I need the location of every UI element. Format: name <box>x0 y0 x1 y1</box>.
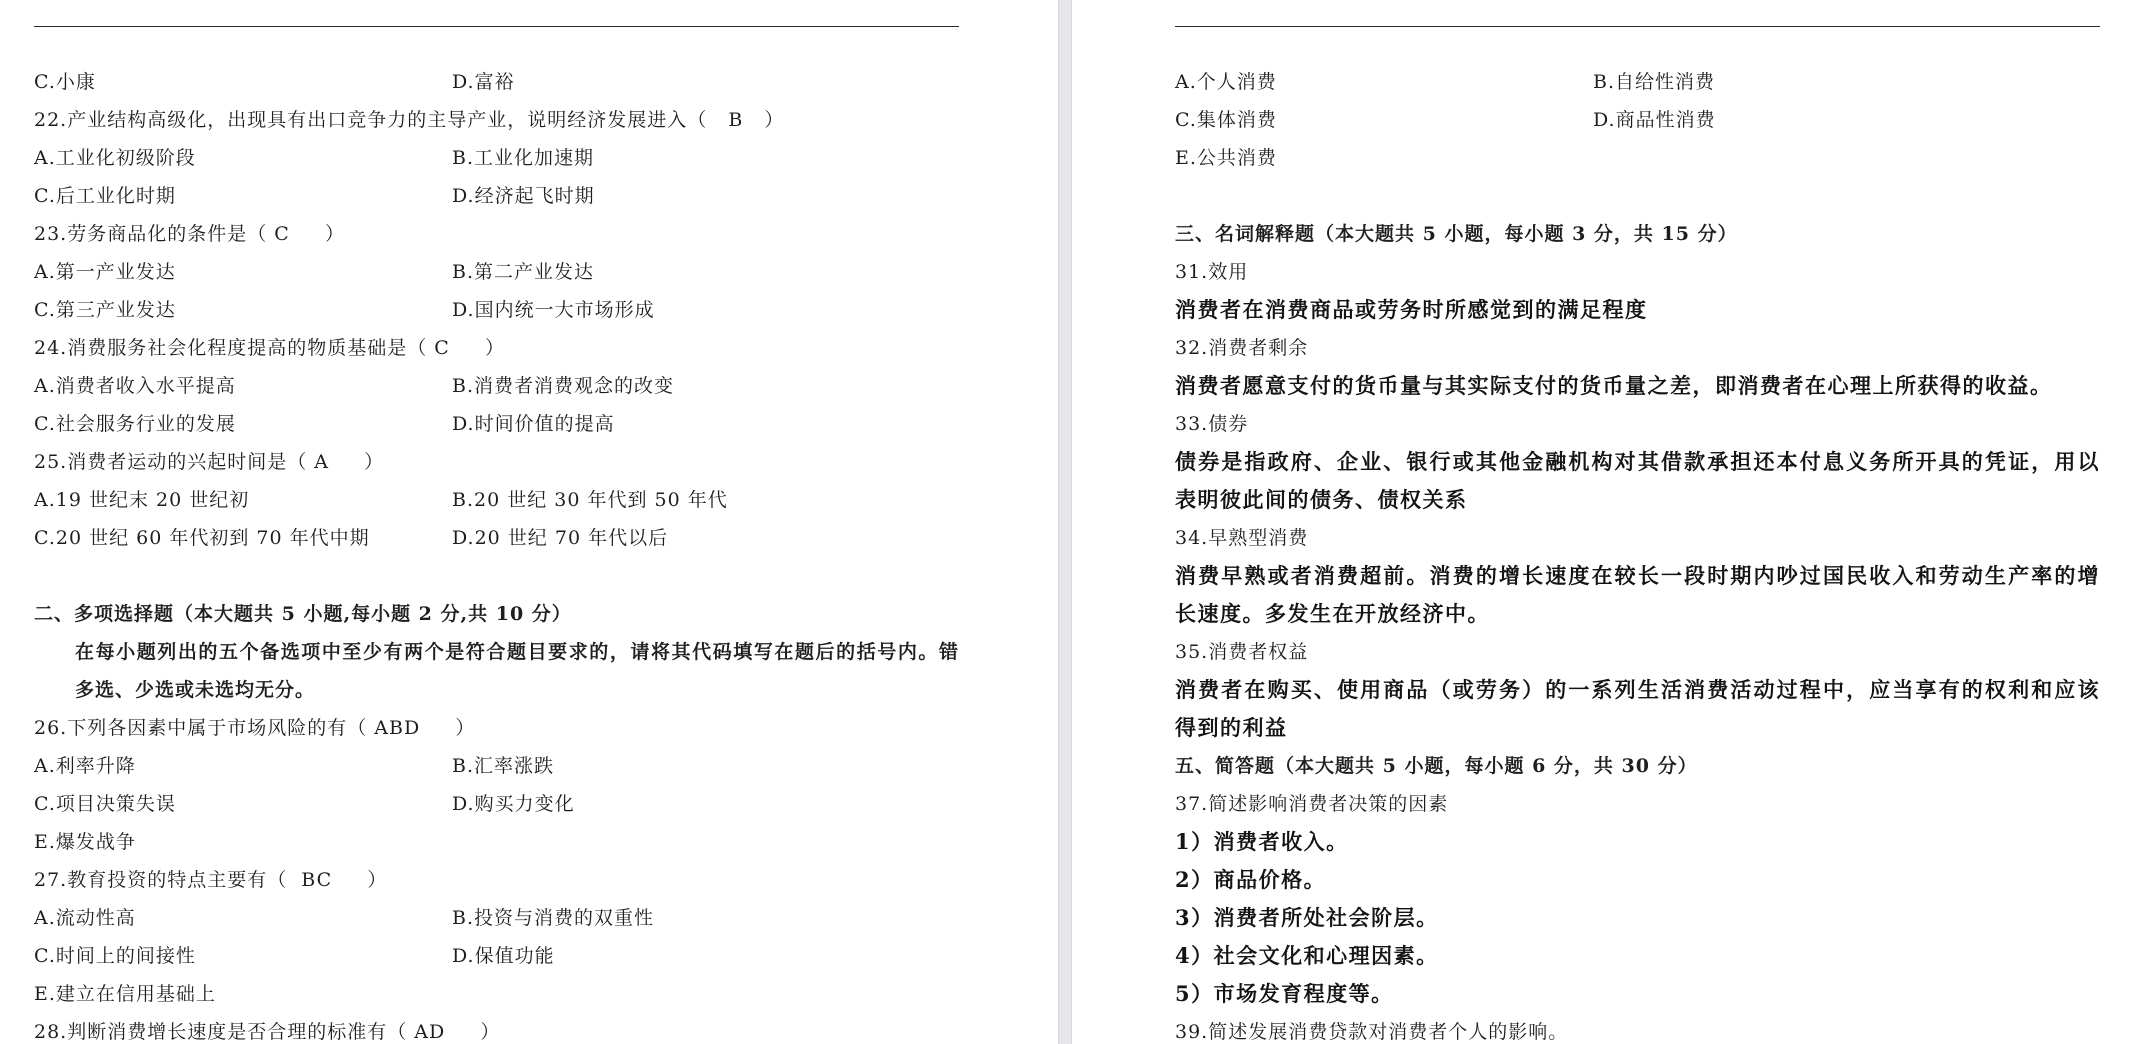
term-title: 34.早熟型消费 <box>1175 527 1309 549</box>
answer-item <box>1175 899 2100 937</box>
option-b: B.工业化加速期 <box>452 147 595 169</box>
term-35 <box>1175 633 2100 671</box>
question-22-options-row <box>34 177 959 215</box>
answer-line: 4）社会文化和心理因素。 <box>1175 943 1439 968</box>
option-b: B.自给性消费 <box>1593 71 1716 93</box>
option-d: D.20 世纪 70 年代以后 <box>452 527 669 549</box>
question-28-options-row <box>1175 139 2100 177</box>
option-c: C.时间上的间接性 <box>34 945 196 967</box>
section-heading: 五、简答题（本大题共 5 小题，每小题 6 分，共 30 分） <box>1175 755 1698 777</box>
term-31-answer <box>1175 291 2100 329</box>
question-stem: 23.劳务商品化的条件是（ C ） <box>34 223 345 245</box>
option-a: A.消费者收入水平提高 <box>34 375 236 397</box>
option-d: D.富裕 <box>452 71 515 93</box>
question-26-options-row <box>34 823 959 861</box>
term-33-answer <box>1175 481 2100 519</box>
page-content <box>34 63 959 1043</box>
instruction-line: 多选、少选或未选均无分。 <box>75 679 316 701</box>
question-37-stem <box>1175 785 2100 823</box>
question-27-options-row <box>34 899 959 937</box>
question-28-stem <box>34 1013 959 1043</box>
option-a: A.个人消费 <box>1175 71 1277 93</box>
term-35-answer <box>1175 709 2100 747</box>
answer-item <box>1175 823 2100 861</box>
blank-line <box>1175 177 2100 215</box>
answer-line: 消费者在购买、使用商品（或劳务）的一系列生活消费活动过程中，应当享有的权利和应该 <box>1175 677 2100 702</box>
question-stem: 26.下列各因素中属于市场风险的有（ ABD ） <box>34 717 476 739</box>
section-2-instructions <box>34 671 959 709</box>
option-a: A.利率升降 <box>34 755 136 777</box>
question-27-options-row <box>34 937 959 975</box>
answer-line: 消费者在消费商品或劳务时所感觉到的满足程度 <box>1175 297 1648 322</box>
question-25-options-row <box>34 519 959 557</box>
section-3-heading <box>1175 215 2100 253</box>
question-23-options-row <box>34 253 959 291</box>
option-d: D.国内统一大市场形成 <box>452 299 655 321</box>
answer-line: 2）商品价格。 <box>1175 867 1327 892</box>
answer-item <box>1175 861 2100 899</box>
answer-line: 得到的利益 <box>1175 715 1288 740</box>
page-left <box>0 0 1058 1044</box>
option-d: D.商品性消费 <box>1593 109 1716 131</box>
question-stem: 39.简述发展消费贷款对消费者个人的影响。 <box>1175 1021 1569 1043</box>
option-b: B.20 世纪 30 年代到 50 年代 <box>452 489 728 511</box>
answer-line: 消费早熟或者消费超前。消费的增长速度在较长一段时期内吵过国民收入和劳动生产率的增 <box>1175 563 2100 588</box>
question-21-options-row <box>34 63 959 101</box>
option-a: A.19 世纪末 20 世纪初 <box>34 489 250 511</box>
term-31 <box>1175 253 2100 291</box>
answer-line: 消费者愿意支付的货币量与其实际支付的货币量之差，即消费者在心理上所获得的收益。 <box>1175 373 2053 398</box>
page-right <box>1072 0 2132 1044</box>
section-2-heading <box>34 595 959 633</box>
question-stem: 27.教育投资的特点主要有（ BC ） <box>34 869 388 891</box>
answer-line: 长速度。多发生在开放经济中。 <box>1175 601 1490 626</box>
term-35-answer <box>1175 671 2100 709</box>
term-33 <box>1175 405 2100 443</box>
option-e: E.建立在信用基础上 <box>34 983 216 1005</box>
question-24-stem <box>34 329 959 367</box>
option-e: E.公共消费 <box>1175 147 1277 169</box>
term-34-answer <box>1175 557 2100 595</box>
answer-line: 3）消费者所处社会阶层。 <box>1175 905 1439 930</box>
section-2-instructions <box>34 633 959 671</box>
term-title: 35.消费者权益 <box>1175 641 1309 663</box>
question-28-options-row <box>1175 101 2100 139</box>
question-25-stem <box>34 443 959 481</box>
answer-line: 债券是指政府、企业、银行或其他金融机构对其借款承担还本付息义务所开具的凭证，用以 <box>1175 449 2100 474</box>
question-stem: 37.简述影响消费者决策的因素 <box>1175 793 1449 815</box>
question-stem: 22.产业结构高级化，出现具有出口竞争力的主导产业，说明经济发展进入（ B ） <box>34 109 785 131</box>
option-c: C.集体消费 <box>1175 109 1277 131</box>
question-25-options-row <box>34 481 959 519</box>
answer-line: 表明彼此间的债务、债权关系 <box>1175 487 1468 512</box>
option-c: C.小康 <box>34 71 96 93</box>
answer-line: 1）消费者收入。 <box>1175 829 1349 854</box>
header-rule <box>34 26 959 27</box>
question-39-stem <box>1175 1013 2100 1043</box>
term-33-answer <box>1175 443 2100 481</box>
option-c: C.项目决策失误 <box>34 793 176 815</box>
option-b: B.投资与消费的双重性 <box>452 907 655 929</box>
question-27-options-row <box>34 975 959 1013</box>
page-gutter <box>1058 0 1072 1044</box>
section-5-heading <box>1175 747 2100 785</box>
term-title: 32.消费者剩余 <box>1175 337 1309 359</box>
question-26-options-row <box>34 747 959 785</box>
term-34 <box>1175 519 2100 557</box>
question-23-options-row <box>34 291 959 329</box>
question-26-options-row <box>34 785 959 823</box>
header-rule <box>1175 26 2100 27</box>
question-27-stem <box>34 861 959 899</box>
question-23-stem <box>34 215 959 253</box>
term-32-answer <box>1175 367 2100 405</box>
option-d: D.购买力变化 <box>452 793 575 815</box>
option-a: A.工业化初级阶段 <box>34 147 196 169</box>
instruction-line: 在每小题列出的五个备选项中至少有两个是符合题目要求的，请将其代码填写在题后的括号内。错 <box>75 641 959 663</box>
question-24-options-row <box>34 367 959 405</box>
option-a: A.第一产业发达 <box>34 261 176 283</box>
term-title: 31.效用 <box>1175 261 1249 283</box>
question-stem: 25.消费者运动的兴起时间是（ A ） <box>34 451 385 473</box>
option-c: C.后工业化时期 <box>34 185 176 207</box>
option-c: C.20 世纪 60 年代初到 70 年代中期 <box>34 527 370 549</box>
term-32 <box>1175 329 2100 367</box>
option-b: B.消费者消费观念的改变 <box>452 375 675 397</box>
question-stem: 28.判断消费增长速度是否合理的标准有（ AD ） <box>34 1021 501 1043</box>
option-d: D.经济起飞时期 <box>452 185 595 207</box>
question-22-stem <box>34 101 959 139</box>
term-title: 33.债券 <box>1175 413 1249 435</box>
page-content <box>1175 63 2100 1043</box>
option-c: C.第三产业发达 <box>34 299 176 321</box>
question-26-stem <box>34 709 959 747</box>
section-heading: 三、名词解释题（本大题共 5 小题，每小题 3 分，共 15 分） <box>1175 223 1738 245</box>
answer-item <box>1175 975 2100 1013</box>
question-22-options-row <box>34 139 959 177</box>
option-d: D.保值功能 <box>452 945 555 967</box>
option-e: E.爆发战争 <box>34 831 136 853</box>
question-24-options-row <box>34 405 959 443</box>
section-heading: 二、多项选择题（本大题共 5 小题,每小题 2 分,共 10 分） <box>34 603 572 625</box>
term-34-answer <box>1175 595 2100 633</box>
blank-line <box>34 557 959 595</box>
option-d: D.时间价值的提高 <box>452 413 615 435</box>
option-a: A.流动性高 <box>34 907 136 929</box>
question-stem: 24.消费服务社会化程度提高的物质基础是（ C ） <box>34 337 505 359</box>
question-28-options-row <box>1175 63 2100 101</box>
option-b: B.汇率涨跌 <box>452 755 555 777</box>
option-b: B.第二产业发达 <box>452 261 595 283</box>
answer-item <box>1175 937 2100 975</box>
answer-line: 5）市场发育程度等。 <box>1175 981 1394 1006</box>
option-c: C.社会服务行业的发展 <box>34 413 236 435</box>
